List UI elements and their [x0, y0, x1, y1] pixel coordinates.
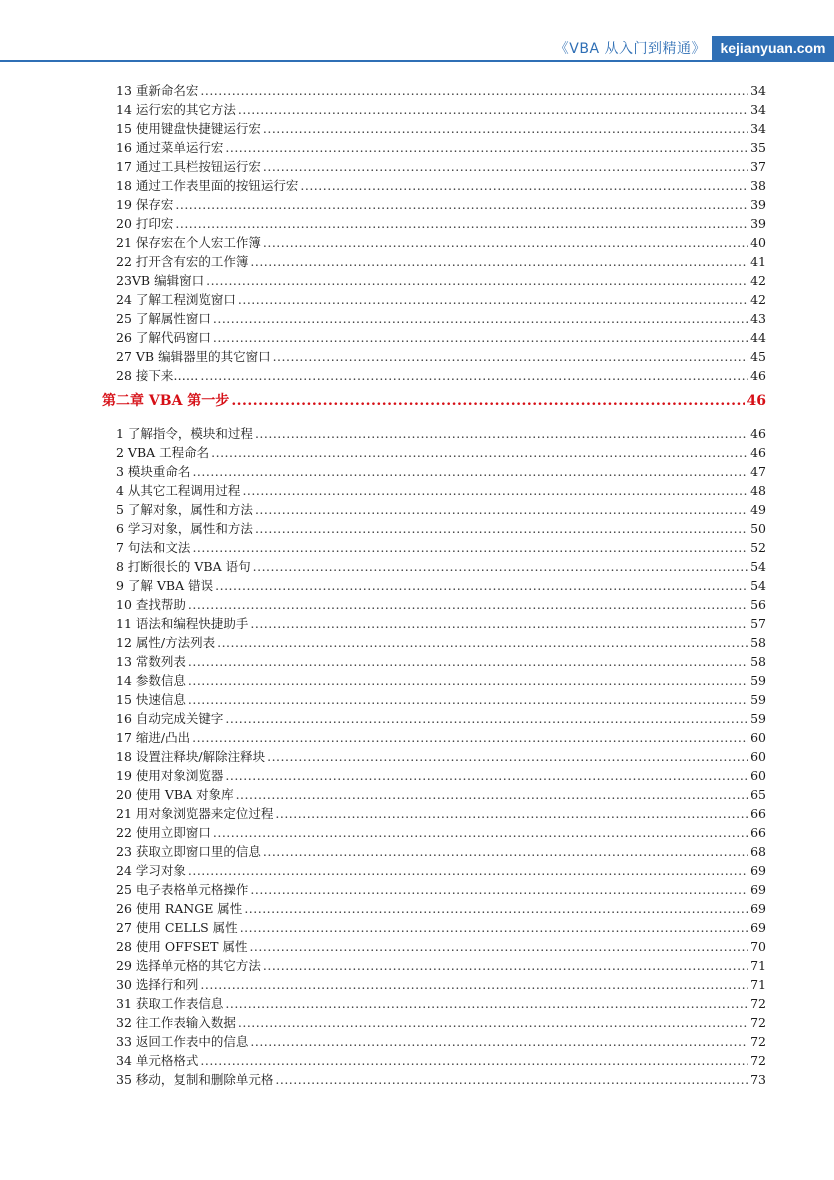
toc-entry[interactable]: [116, 728, 766, 747]
toc-entry[interactable]: [116, 766, 766, 785]
toc-entry-leader: [225, 766, 748, 785]
toc-entry-page: 60: [750, 730, 766, 745]
toc-entry-leader: [255, 519, 748, 538]
toc-entry-label: 18 设置注释块/解除注释块: [116, 749, 266, 764]
toc-entry-label: 21 用对象浏览器来定位过程: [116, 806, 274, 821]
toc-entry-page: 69: [750, 920, 766, 935]
toc-entry-page: 38: [750, 178, 766, 193]
toc-entry-page: 57: [750, 616, 766, 631]
toc-entry-leader: [238, 290, 748, 309]
toc-entry-label: 10 查找帮助: [116, 597, 186, 612]
toc-entry-leader: [263, 119, 748, 138]
toc-entry-page: 34: [750, 121, 766, 136]
toc-entry-page: 46: [750, 426, 766, 441]
toc-entry[interactable]: [116, 804, 766, 823]
toc-entry-page: 45: [750, 349, 766, 364]
toc-entry-label: 18 通过工作表里面的按钮运行宏: [116, 178, 299, 193]
toc-entry-label: 22 打开含有宏的工作簿: [116, 254, 249, 269]
toc-entry-label: 6 学习对象，属性和方法: [116, 521, 253, 536]
toc-entry-leader: [250, 1032, 748, 1051]
toc-entry-leader: [213, 328, 748, 347]
toc-entry-leader: [188, 690, 748, 709]
toc-entry-leader: [192, 462, 748, 481]
toc-entry-leader: [213, 309, 748, 328]
toc-entry-page: 44: [750, 330, 766, 345]
toc-entry[interactable]: [116, 975, 766, 994]
toc-entry-label: 25 电子表格单元格操作: [116, 882, 249, 897]
toc-entry-page: 34: [750, 102, 766, 117]
toc-entry-page: 46: [750, 368, 766, 383]
toc-entry-label: 3 模块重命名: [116, 464, 191, 479]
toc-entry-leader: [200, 81, 748, 100]
toc-entry-label: 31 获取工作表信息: [116, 996, 224, 1011]
toc-entry[interactable]: [116, 347, 766, 366]
toc-entry[interactable]: [116, 823, 766, 842]
toc-entry-label: 19 保存宏: [116, 197, 174, 212]
toc-entry-label: 13 重新命名宏: [116, 83, 199, 98]
toc-entry-page: 60: [750, 768, 766, 783]
toc-entry-page: 58: [750, 635, 766, 650]
toc-entry-label: 15 快速信息: [116, 692, 186, 707]
toc-entry[interactable]: [116, 81, 766, 100]
toc-entry-leader: [255, 500, 748, 519]
toc-entry-label: 5 了解对象，属性和方法: [116, 502, 253, 517]
toc-entry-label: 1 了解指令，模块和过程: [116, 426, 253, 441]
toc-entry-leader: [244, 899, 748, 918]
toc-entry-page: 60: [750, 749, 766, 764]
toc-entry[interactable]: [116, 785, 766, 804]
toc-entry-leader: [192, 538, 748, 557]
toc-entry[interactable]: [116, 366, 766, 385]
toc-entry-leader: [225, 138, 748, 157]
toc-entry-leader: [200, 975, 748, 994]
toc-entry[interactable]: [116, 994, 766, 1013]
toc-entry[interactable]: [116, 500, 766, 519]
toc-entry-label: 8 打断很长的 VBA 语句: [116, 559, 251, 574]
toc-entry-leader: [240, 918, 748, 937]
toc-entry-label: 32 往工作表输入数据: [116, 1015, 236, 1030]
toc-entry-page: 54: [750, 559, 766, 574]
toc-entry[interactable]: [116, 157, 766, 176]
toc-entry-leader: [238, 1013, 748, 1032]
toc-entry-leader: [236, 785, 749, 804]
toc-entry-leader: [225, 994, 748, 1013]
toc-entry-page: 70: [750, 939, 766, 954]
toc-entry-page: 43: [750, 311, 766, 326]
toc-entry-leader: [200, 1051, 748, 1070]
toc-entry[interactable]: [116, 176, 766, 195]
toc-entry-label: 19 使用对象浏览器: [116, 768, 224, 783]
toc-entry[interactable]: [116, 899, 766, 918]
toc-entry-page: 58: [750, 654, 766, 669]
toc-section-chapter-two: [116, 424, 766, 1089]
toc-entry-label: 28 接下来……: [116, 368, 199, 383]
toc-entry-label: 14 参数信息: [116, 673, 186, 688]
toc-entry-leader: [211, 443, 748, 462]
toc-entry-page: 59: [750, 711, 766, 726]
toc-entry[interactable]: [116, 309, 766, 328]
toc-entry-page: 72: [750, 1015, 766, 1030]
toc-entry[interactable]: [116, 614, 766, 633]
toc-entry-leader: [188, 861, 748, 880]
toc-entry-label: 16 通过菜单运行宏: [116, 140, 224, 155]
toc-entry-label: 23VB 编辑窗口: [116, 273, 205, 288]
toc-entry-page: 65: [750, 787, 766, 802]
toc-entry-page: 66: [750, 825, 766, 840]
toc-entry-leader: [263, 956, 748, 975]
chapter-page: 46: [746, 393, 766, 409]
toc-entry-label: 13 常数列表: [116, 654, 186, 669]
toc-entry-leader: [275, 804, 748, 823]
toc-entry-page: 49: [750, 502, 766, 517]
toc-entry[interactable]: [116, 690, 766, 709]
toc-entry-leader: [238, 100, 748, 119]
toc-entry-label: 35 移动，复制和删除单元格: [116, 1072, 274, 1087]
toc-entry-label: 30 选择行和列: [116, 977, 199, 992]
toc-entry-page: 54: [750, 578, 766, 593]
toc-entry-label: 20 打印宏: [116, 216, 174, 231]
toc-entry-label: 14 运行宏的其它方法: [116, 102, 236, 117]
toc-entry-leader: [175, 195, 748, 214]
toc-entry-label: 27 使用 CELLS 属性: [116, 920, 238, 935]
toc-entry-leader: [263, 233, 748, 252]
toc-entry-leader: [263, 842, 748, 861]
toc-entry[interactable]: [116, 195, 766, 214]
toc-entry-page: 72: [750, 996, 766, 1011]
toc-entry[interactable]: [116, 918, 766, 937]
toc-entry-label: 21 保存宏在个人宏工作簿: [116, 235, 261, 250]
toc-entry[interactable]: [116, 443, 766, 462]
toc-entry[interactable]: [116, 271, 766, 290]
toc-entry-page: 59: [750, 673, 766, 688]
toc-entry-page: 47: [750, 464, 766, 479]
toc-entry-label: 34 单元格格式: [116, 1053, 199, 1068]
toc-entry-leader: [175, 214, 748, 233]
toc-entry-leader: [217, 633, 748, 652]
toc-entry-page: 40: [750, 235, 766, 250]
toc-entry-leader: [267, 747, 748, 766]
toc-entry-label: 4 从其它工程调用过程: [116, 483, 241, 498]
toc-entry-leader: [300, 176, 748, 195]
toc-entry-page: 72: [750, 1034, 766, 1049]
toc-entry-label: 15 使用键盘快捷键运行宏: [116, 121, 261, 136]
toc-entry[interactable]: [116, 937, 766, 956]
toc-entry-leader: [188, 595, 748, 614]
toc-entry-label: 26 了解代码窗口: [116, 330, 211, 345]
toc-entry-page: 71: [750, 977, 766, 992]
toc-entry[interactable]: [116, 328, 766, 347]
toc-entry-page: 66: [750, 806, 766, 821]
toc-entry[interactable]: [116, 956, 766, 975]
chapter-leader: [231, 390, 744, 412]
toc-entry-page: 46: [750, 445, 766, 460]
page-header: [0, 36, 834, 62]
toc-entry-leader: [273, 347, 749, 366]
toc-entry-page: 56: [750, 597, 766, 612]
toc-entry-leader: [250, 252, 748, 271]
toc-entry-page: 69: [750, 863, 766, 878]
toc-entry[interactable]: [116, 100, 766, 119]
toc-section-chapter-one: [116, 81, 766, 385]
toc-entry-leader: [263, 157, 748, 176]
toc-entry-page: 39: [750, 216, 766, 231]
toc-entry[interactable]: [116, 538, 766, 557]
toc-entry-leader: [275, 1070, 748, 1089]
toc-entry-label: 27 VB 编辑器里的其它窗口: [116, 349, 271, 364]
toc-entry-label: 2 VBA 工程命名: [116, 445, 210, 460]
toc-entry-label: 20 使用 VBA 对象库: [116, 787, 234, 802]
toc-entry-page: 41: [750, 254, 766, 269]
toc-entry-label: 22 使用立即窗口: [116, 825, 211, 840]
toc-entry-page: 42: [750, 292, 766, 307]
toc-entry-page: 37: [750, 159, 766, 174]
toc-entry-label: 26 使用 RANGE 属性: [116, 901, 243, 916]
table-of-contents: [102, 81, 766, 1089]
toc-entry-leader: [200, 366, 748, 385]
toc-entry-label: 33 返回工作表中的信息: [116, 1034, 249, 1049]
toc-entry[interactable]: [116, 1032, 766, 1051]
toc-entry-label: 16 自动完成关键字: [116, 711, 224, 726]
toc-entry-leader: [250, 614, 748, 633]
toc-entry[interactable]: [116, 557, 766, 576]
toc-entry-label: 25 了解属性窗口: [116, 311, 211, 326]
toc-entry-leader: [213, 823, 748, 842]
toc-entry-leader: [188, 652, 748, 671]
toc-entry[interactable]: [116, 842, 766, 861]
toc-entry[interactable]: [116, 633, 766, 652]
toc-entry[interactable]: [116, 1013, 766, 1032]
chapter-label: 第二章 VBA 第一步: [102, 393, 230, 409]
toc-entry[interactable]: [116, 481, 766, 500]
toc-entry[interactable]: [116, 138, 766, 157]
toc-entry[interactable]: [116, 861, 766, 880]
toc-entry[interactable]: [116, 652, 766, 671]
toc-entry-leader: [253, 557, 748, 576]
toc-entry[interactable]: [116, 1051, 766, 1070]
toc-entry-page: 50: [750, 521, 766, 536]
toc-entry-leader: [250, 880, 748, 899]
toc-entry-label: 29 选择单元格的其它方法: [116, 958, 261, 973]
toc-entry-label: 11 语法和编程快捷助手: [116, 616, 249, 631]
toc-entry[interactable]: [116, 119, 766, 138]
toc-entry[interactable]: [116, 595, 766, 614]
site-badge[interactable]: kejianyuan.com: [712, 36, 834, 60]
toc-entry-label: 9 了解 VBA 错误: [116, 578, 214, 593]
toc-entry-leader: [192, 728, 748, 747]
toc-entry-page: 73: [750, 1072, 766, 1087]
toc-entry-leader: [225, 709, 748, 728]
toc-entry[interactable]: [116, 747, 766, 766]
toc-entry[interactable]: [116, 709, 766, 728]
toc-chapter-heading[interactable]: [102, 390, 766, 412]
toc-entry-page: 69: [750, 882, 766, 897]
toc-entry-page: 52: [750, 540, 766, 555]
toc-entry-leader: [242, 481, 748, 500]
header-divider: [0, 60, 834, 62]
toc-entry[interactable]: [116, 233, 766, 252]
toc-entry-leader: [255, 424, 748, 443]
toc-entry[interactable]: [116, 214, 766, 233]
toc-entry[interactable]: [116, 462, 766, 481]
toc-entry[interactable]: [116, 576, 766, 595]
toc-entry-page: 48: [750, 483, 766, 498]
toc-entry-page: 39: [750, 197, 766, 212]
toc-entry-label: 12 属性/方法列表: [116, 635, 216, 650]
toc-entry[interactable]: [116, 252, 766, 271]
toc-entry-page: 59: [750, 692, 766, 707]
toc-entry[interactable]: [116, 671, 766, 690]
toc-entry-label: 28 使用 OFFSET 属性: [116, 939, 248, 954]
toc-entry-leader: [249, 937, 748, 956]
toc-entry-leader: [215, 576, 748, 595]
toc-entry-label: 24 了解工程浏览窗口: [116, 292, 236, 307]
toc-entry-page: 34: [750, 83, 766, 98]
toc-entry-page: 72: [750, 1053, 766, 1068]
toc-entry[interactable]: [116, 424, 766, 443]
toc-entry-leader: [188, 671, 748, 690]
toc-entry[interactable]: [116, 1070, 766, 1089]
toc-entry-label: 7 句法和文法: [116, 540, 191, 555]
toc-entry-label: 24 学习对象: [116, 863, 186, 878]
toc-entry[interactable]: [116, 519, 766, 538]
toc-entry-page: 68: [750, 844, 766, 859]
toc-entry-page: 35: [750, 140, 766, 155]
toc-entry-page: 42: [750, 273, 766, 288]
toc-entry[interactable]: [116, 290, 766, 309]
toc-entry-label: 17 通过工具栏按钮运行宏: [116, 159, 261, 174]
toc-entry-leader: [206, 271, 748, 290]
book-title: 《VBA 从入门到精通》: [554, 41, 706, 57]
toc-entry[interactable]: [116, 880, 766, 899]
toc-entry-label: 17 缩进/凸出: [116, 730, 191, 745]
toc-entry-label: 23 获取立即窗口里的信息: [116, 844, 261, 859]
toc-entry-page: 69: [750, 901, 766, 916]
toc-entry-page: 71: [750, 958, 766, 973]
